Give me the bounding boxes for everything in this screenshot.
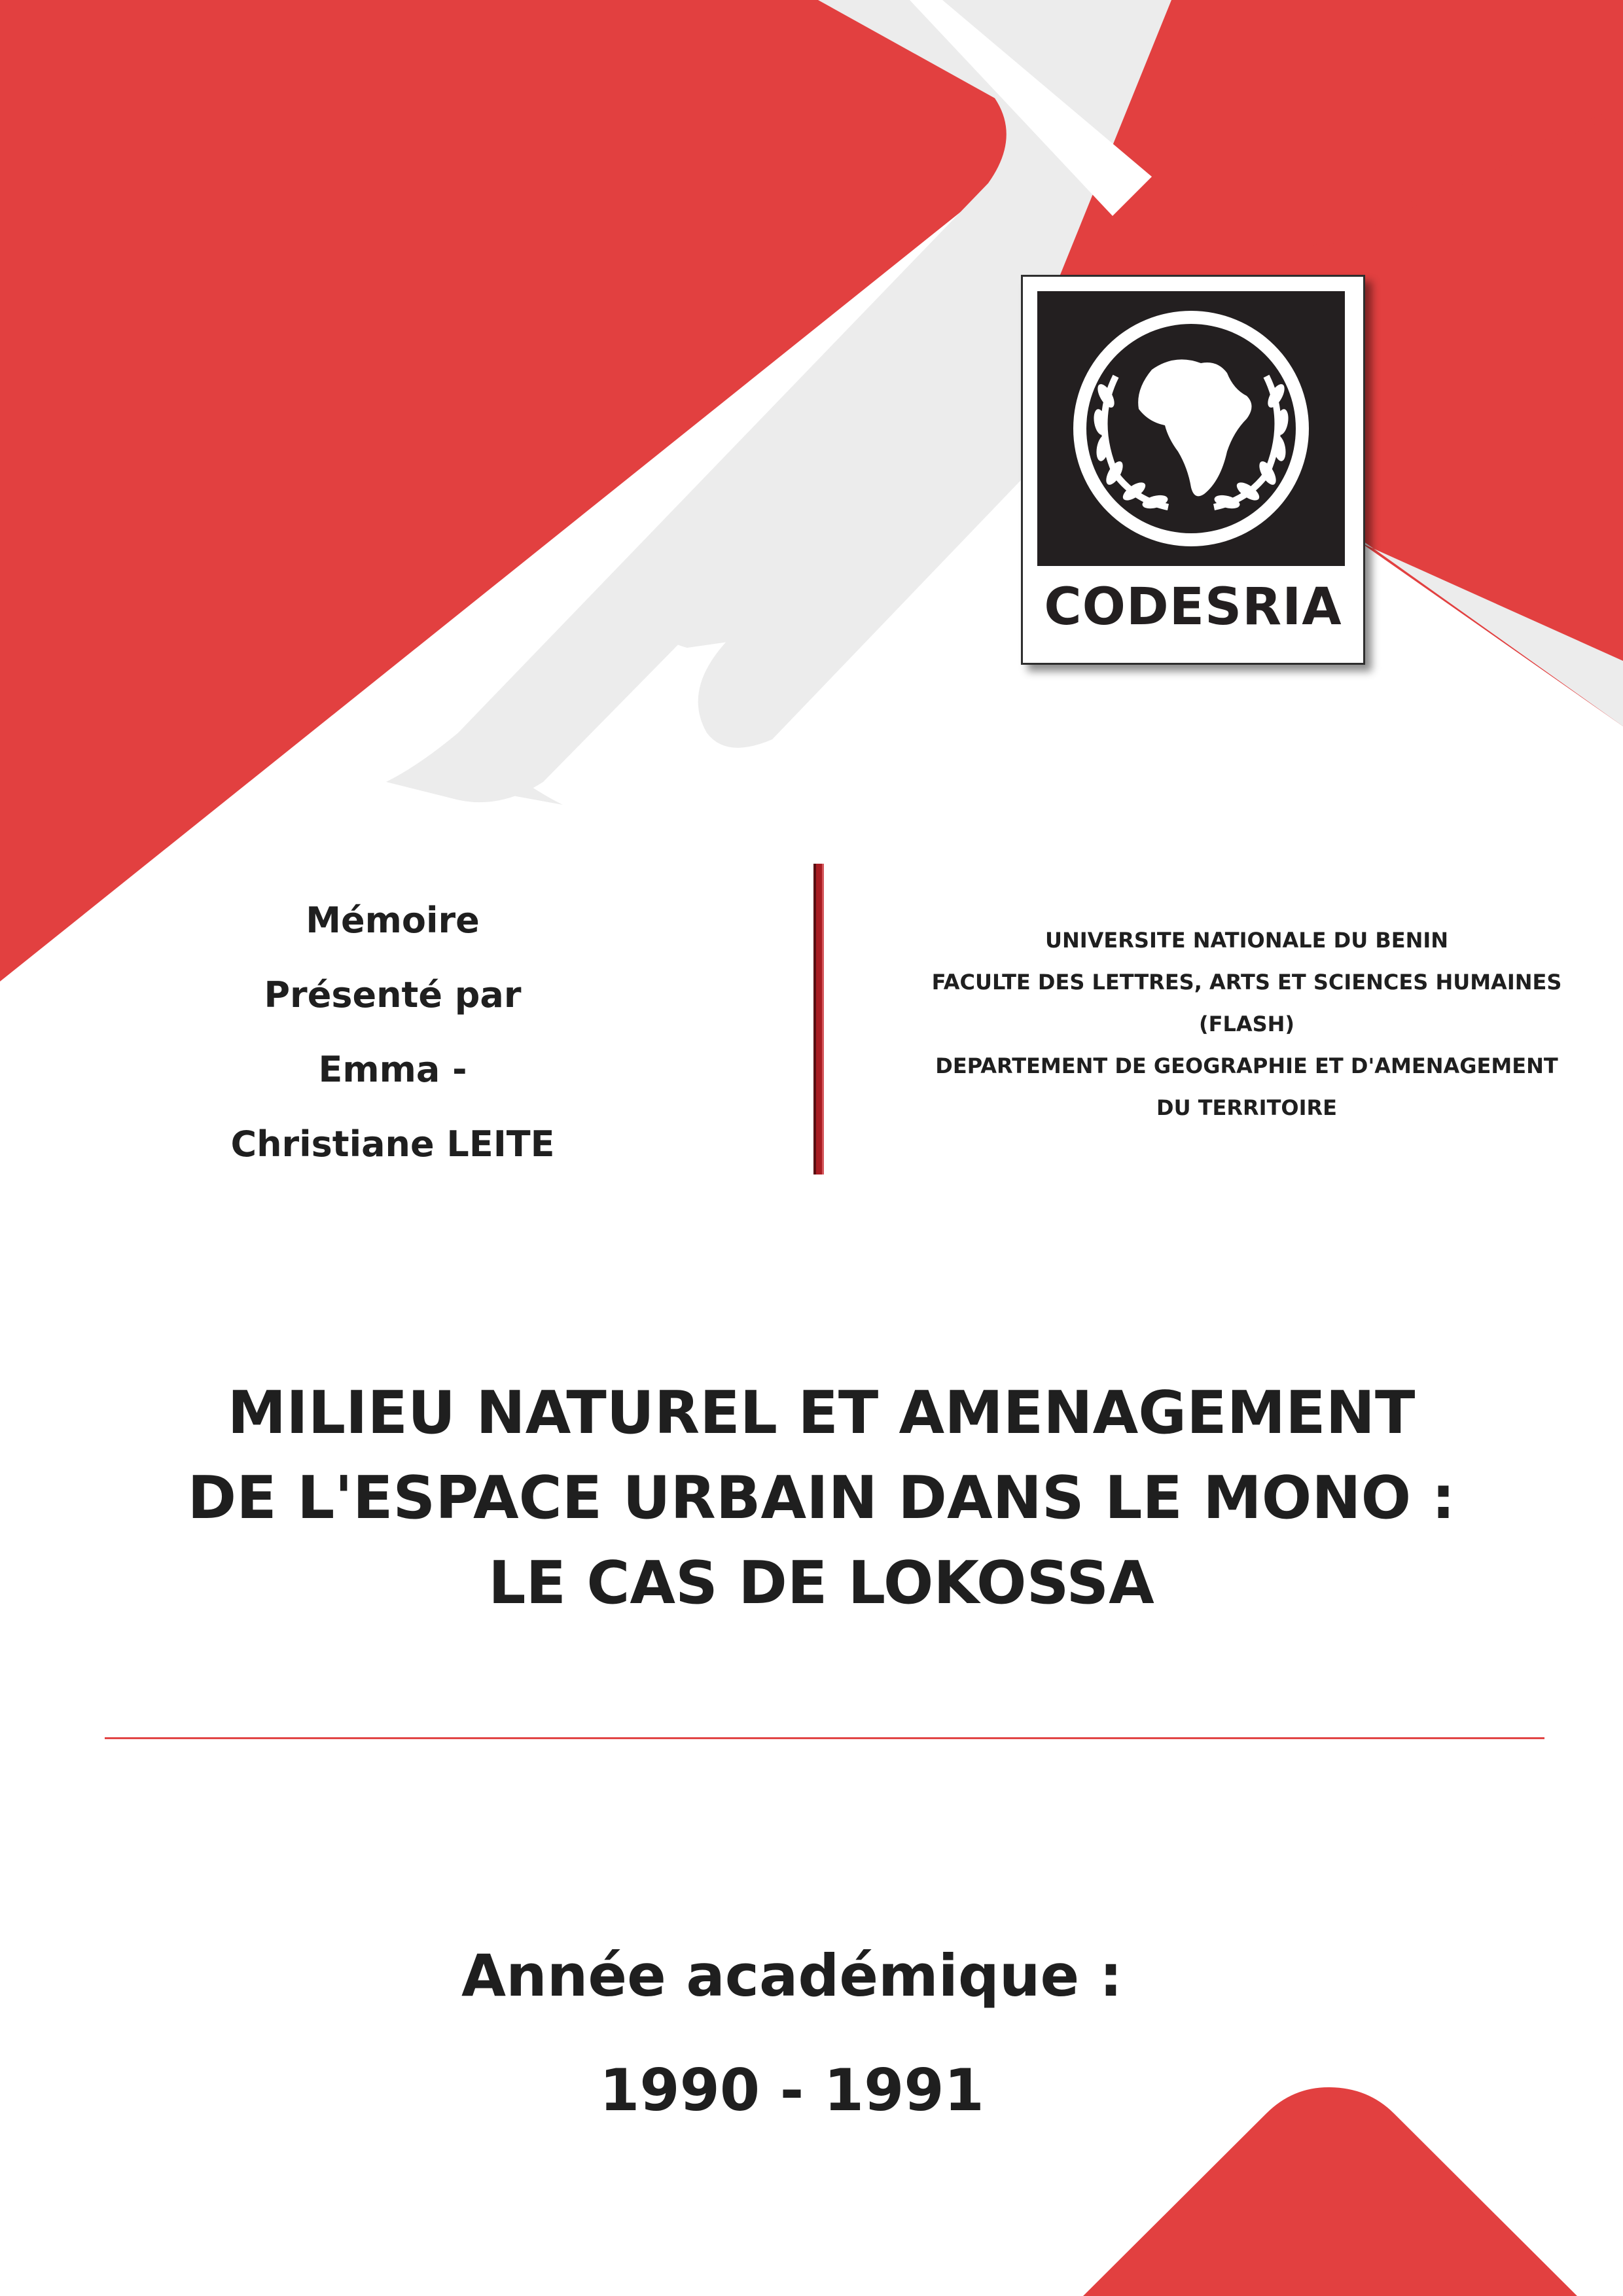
author-name-first: Emma - xyxy=(318,1049,467,1090)
title-line-2: DE L'ESPACE URBAIN DANS LE MONO : xyxy=(187,1464,1455,1532)
author-block xyxy=(190,883,596,1182)
institution-block xyxy=(870,919,1623,1129)
faculty-name: FACULTE DES LETTRES, ARTS ET SCIENCES HUMAINES xyxy=(931,970,1562,995)
codesria-logo xyxy=(1021,275,1365,665)
title-line-3: LE CAS DE LOKOSSA xyxy=(488,1549,1154,1617)
university-name: UNIVERSITE NATIONALE DU BENIN xyxy=(1044,928,1449,953)
logo-emblem-panel xyxy=(1037,291,1345,566)
horizontal-rule xyxy=(105,1737,1544,1739)
logo-wordmark: CODESRIA xyxy=(1044,578,1342,637)
department-name-cont: DU TERRITOIRE xyxy=(1156,1095,1337,1120)
title-line-1: MILIEU NATUREL ET AMENAGEMENT xyxy=(227,1379,1416,1447)
faculty-acronym: (FLASH) xyxy=(1198,1012,1295,1036)
document-title xyxy=(85,1371,1558,1626)
author-name-last: Christiane LEITE xyxy=(230,1123,555,1165)
document-type: Mémoire xyxy=(306,900,480,941)
academic-year-label: Année académique : xyxy=(461,1942,1123,2009)
vertical-divider xyxy=(813,864,824,1174)
presented-by-label: Présenté par xyxy=(264,974,522,1016)
africa-laurel-emblem-icon xyxy=(1037,291,1345,566)
department-name: DEPARTEMENT DE GEOGRAPHIE ET D'AMENAGEMENT xyxy=(935,1053,1558,1078)
academic-year-value: 1990 - 1991 xyxy=(599,2057,984,2124)
